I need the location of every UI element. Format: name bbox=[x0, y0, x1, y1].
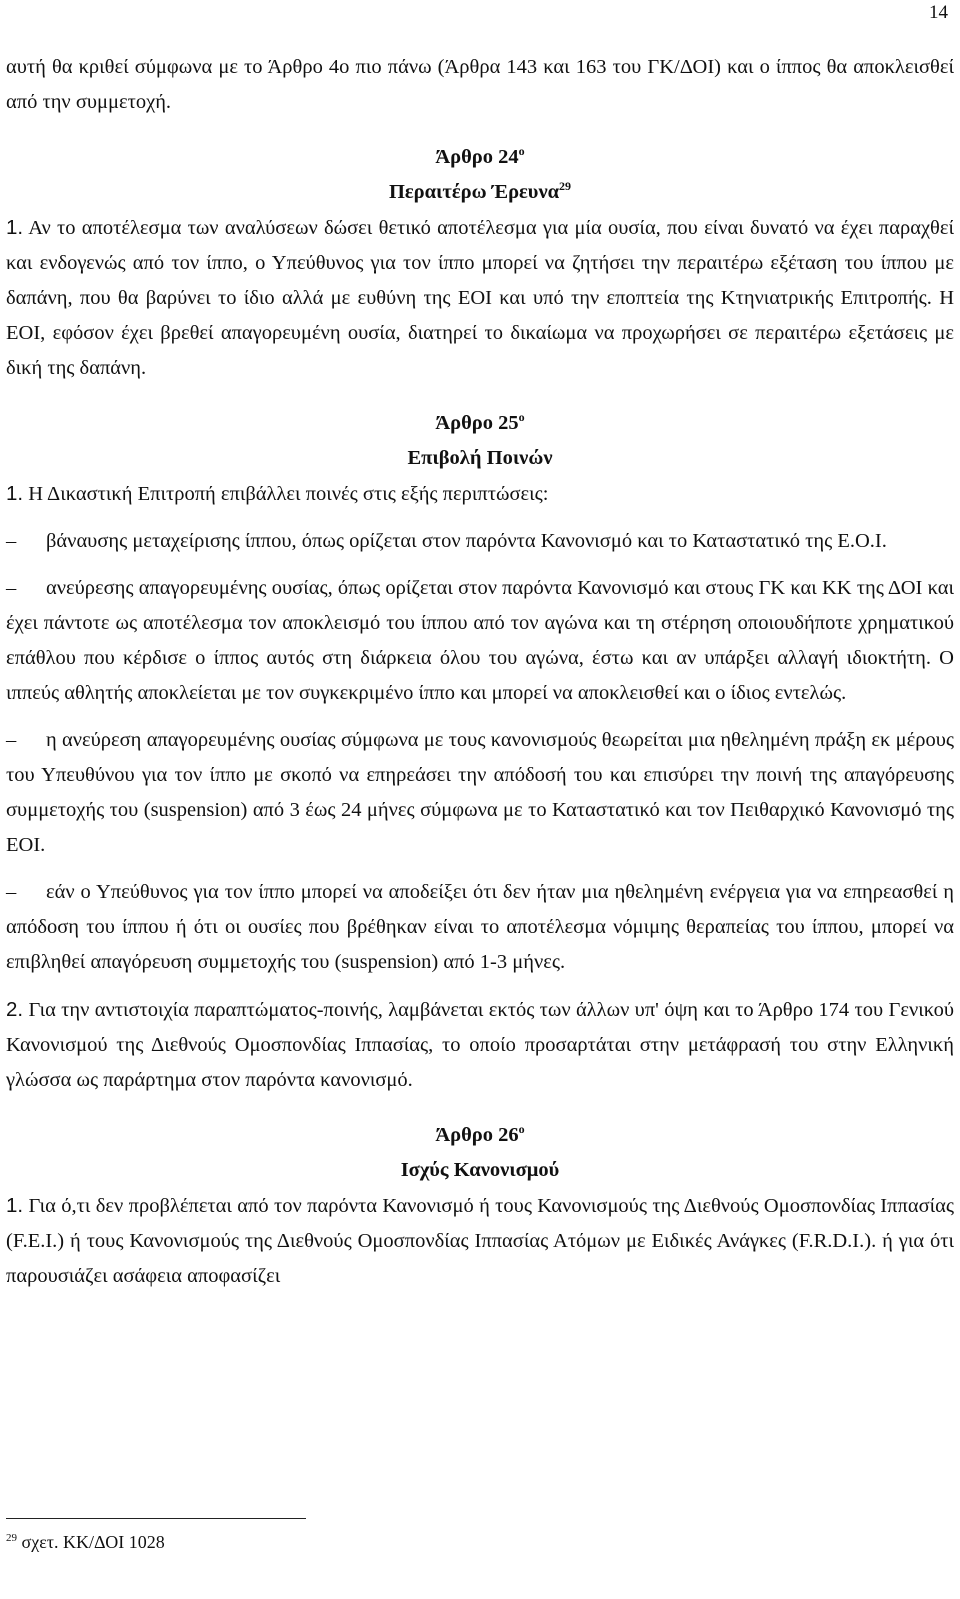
article-26-title: Άρθρο $26^o$ bbox=[435, 1122, 525, 1146]
article-26-paragraph-1: 1. Για ό,τι δεν προβλέπεται από τον παρόντα Κανονισμό ή τους Κανονισμούς της Διεθνούς Ομοσπονδίας Ιππασίας (F.E.I.) ή τους Κανονισμούς της Διεθνούς Ομοσπονδίας Ιππασίας Ατόμων με Ειδικές Ανάγκες (F.R.D.I.). ή για ότι παρουσιάζει ασάφεια αποφασίζει bbox=[6, 1194, 954, 1287]
document-body bbox=[6, 50, 954, 1294]
continuation-paragraph: αυτή θα κριθεί σύμφωνα με το Άρθρο 4ο πιο πάνω (Άρθρα 143 και 163 του ΓΚ/ΔΟΙ) και ο ίππος θα αποκλεισθεί από την συμμετοχή. bbox=[6, 56, 954, 113]
footnote: $^{29}$ σχετ. ΚΚ/ΔΟΙ 1028 bbox=[6, 1532, 165, 1552]
article-24-subtitle: Περαιτέρω Έρευνα$^{29}$ bbox=[388, 179, 572, 203]
article-25-paragraph-1: 1. Η Δικαστική Επιτροπή επιβάλλει ποινές στις εξής περιπτώσεις: bbox=[6, 482, 549, 505]
list-item: – ανεύρεσης απαγορευμένης ουσίας, όπως ορίζεται στον παρόντα Κανονισμό και στους ΓΚ και ΚΚ της ΔΟΙ και έχει πάντοτε ως αποτέλεσμα τον αποκλεισμό του ίππου από τον αγώνα και τη στέρηση οποιουδήποτε χρηματικού επάθλου που κέρδισε ο ίππος αυτός στη διάρκεια όλου του αγώνα, έστω και αν υπάρξει αλλαγή ιδιοκτήτη. Ο ιππεύς αθλητής αποκλείεται με τον συγκεκριμένο ίππο και μπορεί να αποκλεισθεί και ο ίδιος εντελώς. bbox=[6, 577, 954, 704]
footnote-divider bbox=[6, 1518, 306, 1519]
article-25-title: Άρθρο $25^o$ bbox=[435, 410, 525, 434]
list-item: – βάναυσης μεταχείρισης ίππου, όπως ορίζεται στον παρόντα Κανονισμό και το Καταστατικό της Ε.Ο.Ι. bbox=[6, 530, 887, 552]
article-24-paragraph-1: 1. Αν το αποτέλεσμα των αναλύσεων δώσει θετικό αποτέλεσμα για μία ουσία, που είναι δυνατό να έχει παραχθεί και ενδογενώς από τον ίππο, ο Υπεύθυνος για τον ίππο μπορεί να ζητήσει την περαιτέρω εξέταση του ίππου με δαπάνη, που θα βαρύνει το ίδιο αλλά με ευθύνη της ΕΟΙ και υπό την εποπτεία της Κτηνιατρικής Επιτροπής. Η ΕΟΙ, εφόσον έχει βρεθεί απαγορευμένη ουσία, διατηρεί το δικαίωμα να προχωρήσει σε περαιτέρω εξετάσεις με δική της δαπάνη. bbox=[6, 216, 954, 379]
article-25-paragraph-2: 2. Για την αντιστοιχία παραπτώματος-ποινής, λαμβάνεται εκτός των άλλων υπ' όψη και το Άρθρο 174 του Γενικού Κανονισμού της Διεθνούς Ομοσπονδίας Ιππασίας, το οποίο προσαρτάται στην μετάφρασή του στην Ελληνική γλώσσα ως παράρτημα στον παρόντα κανονισμό. bbox=[6, 998, 955, 1091]
article-26-subtitle: Ισχύς Κανονισμού bbox=[400, 1159, 560, 1181]
article-25-subtitle: Επιβολή Ποινών bbox=[407, 447, 553, 469]
page-number: 14 bbox=[929, 2, 948, 23]
list-item: – η ανεύρεση απαγορευμένης ουσίας σύμφωνα με τους κανονισμούς θεωρείται μια ηθελημένη πράξη εκ μέρους του Υπευθύνου για τον ίππο με σκοπό να επηρεάσει την απόδοσή του και επισύρει την ποινή της απαγόρευσης συμμετοχής του (suspension) από 3 έως 24 μήνες σύμφωνα με το Καταστατικό και τον Πειθαρχικό Κανονισμό της ΕΟΙ. bbox=[6, 729, 954, 856]
article-24-title: Άρθρο $24^o$ bbox=[435, 144, 525, 168]
list-item: – εάν ο Υπεύθυνος για τον ίππο μπορεί να αποδείξει ότι δεν ήταν μια ηθελημένη ενέργεια για να επηρεασθεί η απόδοση του ίππου ή ότι οι ουσίες που βρέθηκαν είναι το αποτέλεσμα νόμιμης θεραπείας του ίππου, μπορεί να επιβληθεί απαγόρευση συμμετοχής του (suspension) από 1-3 μήνες. bbox=[6, 881, 954, 973]
